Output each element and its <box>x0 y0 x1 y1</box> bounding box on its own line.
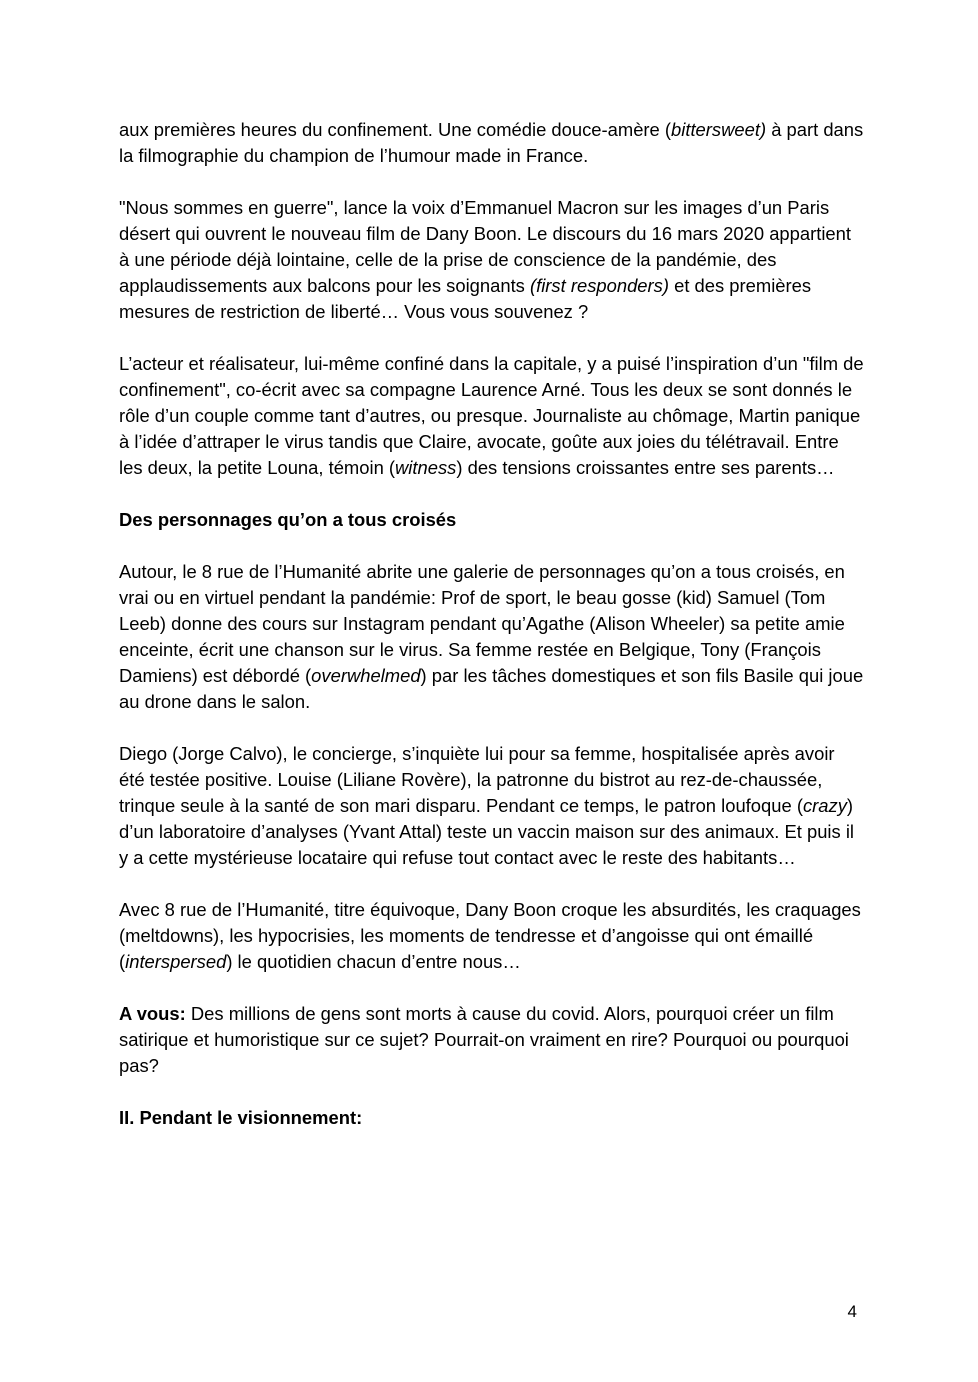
text-run: L’acteur et réalisateur, lui-même confiné dans la capitale, y a puisé l’inspiration d’un "film de confinement", co-écrit avec sa compagne Laurence Arné. Tous les deux se sont donnés le rôle d’un couple comme tant d’autres, ou presque. Journaliste au chômage, Martin panique à l’idée d’attraper le virus tandis que Claire, avocate, goûte aux joies du télétravail. Entre les deux, la petite Louna, témoin ( <box>119 353 864 478</box>
text-run: ) le quotidien chacun d’entre nous… <box>226 951 521 972</box>
section-heading-viewing: II. Pendant le visionnement: <box>119 1107 363 1128</box>
text-run: Autour, le 8 rue de l’Humanité abrite une galerie de personnages qu’on a tous croisés, en vrai ou en virtuel pendant la pandémie: Prof de sport, le beau gosse (kid) Samuel (Tom Leeb) donne des cours sur Instagram pendant qu’Agathe (Alison Wheeler) sa petite amie enceinte, écrit une chanson sur le virus. Sa femme restée en Belgique, Tony (François Damiens) est débordé ( <box>119 561 845 686</box>
english-gloss: (first responders) <box>529 275 669 296</box>
text-run: ) par les tâches domestiques et son fils Basile qui joue au drone dans le salon. <box>119 665 864 712</box>
paragraph-summary <box>119 897 865 975</box>
paragraph-characters-2 <box>119 741 865 871</box>
paragraph-macron-speech <box>119 195 865 325</box>
page-number: 4 <box>847 1302 857 1321</box>
english-gloss: overwhelmed <box>311 665 421 686</box>
text-run: Avec 8 rue de l’Humanité, titre équivoque, Dany Boon croque les absurdités, les craquages (meltdowns), les hypocrisies, les moments de tendresse et d’angoisse qui ont émaillé ( <box>119 899 861 972</box>
text-run: et des premières mesures de restriction de liberté… Vous vous souvenez ? <box>119 275 812 322</box>
text-run: ) d’un laboratoire d’analyses (Yvant Attal) teste un vaccin maison sur des animaux. Et puis il y a cette mystérieuse locataire qui refuse tout contact avec le reste des habitants… <box>119 795 854 868</box>
paragraph-characters-1 <box>119 559 865 715</box>
paragraph-director <box>119 351 865 481</box>
text-run: Diego (Jorge Calvo), le concierge, s’inquiète lui pour sa femme, hospitalisée après avoir été testée positive. Louise (Liliane Rovère), la patronne du bistrot au rez-de-chaussée, trinque seule à la santé de son mari disparu. Pendant ce temps, le patron loufoque ( <box>119 743 835 816</box>
text-run: aux premières heures du confinement. Une comédie douce-amère ( <box>119 119 672 140</box>
section-heading-characters: Des personnages qu’on a tous croisés <box>119 509 457 530</box>
english-gloss: witness <box>395 457 457 478</box>
english-gloss: bittersweet) <box>671 119 767 140</box>
a-vous-label: A vous: <box>119 1003 186 1024</box>
text-run: Des millions de gens sont morts à cause du covid. Alors, pourquoi créer un film satirique et humoristique sur ce sujet? Pourrait-on vraiment en rire? Pourquoi ou pourquoi pas? <box>119 1003 849 1076</box>
paragraph-a-vous <box>119 1001 865 1079</box>
english-gloss: interspersed <box>125 951 227 972</box>
text-run: à part dans la filmographie du champion de l’humour made in France. <box>119 119 864 166</box>
paragraph-intro <box>119 117 865 169</box>
document-body <box>119 117 865 1157</box>
text-run: ) des tensions croissantes entre ses parents… <box>456 457 835 478</box>
english-gloss: crazy <box>802 795 847 816</box>
text-run: "Nous sommes en guerre", lance la voix d’Emmanuel Macron sur les images d’un Paris désert qui ouvrent le nouveau film de Dany Boon. Le discours du 16 mars 2020 appartient à une période déjà lointaine, celle de la prise de conscience de la pandémie, des applaudissements aux balcons pour les soignants <box>119 197 851 296</box>
